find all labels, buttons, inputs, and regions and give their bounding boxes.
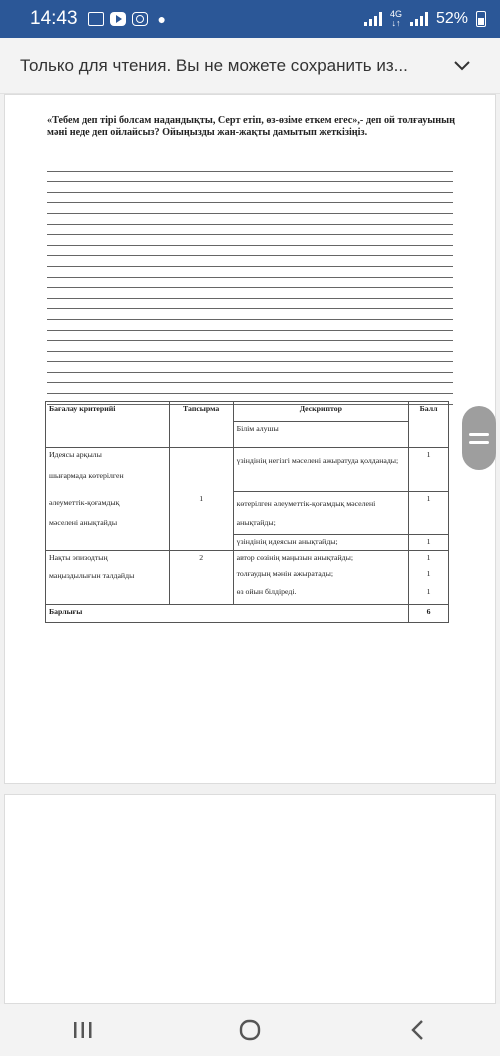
recent-apps-icon — [72, 1020, 94, 1040]
descriptor-cell: көтерілген әлеуметтік-қоғамдық мәселені анықтайды; — [233, 492, 408, 535]
answer-line — [47, 309, 453, 320]
answer-line — [47, 331, 453, 342]
answer-line — [47, 214, 453, 225]
status-time: 14:43 — [30, 8, 78, 29]
grip-line-icon — [469, 433, 489, 436]
header-descriptor: Дескриптор — [233, 402, 408, 422]
youtube-icon — [110, 12, 126, 26]
grip-line-icon — [469, 441, 489, 444]
answer-line — [47, 172, 453, 183]
answer-line — [47, 193, 453, 204]
criteria-line: шығармада көтерілген — [49, 471, 124, 480]
answer-line — [47, 299, 453, 310]
descriptor-cell: автор сөзінің маңызын анықтайды; — [233, 551, 408, 567]
navigation-bar — [0, 1004, 500, 1056]
criteria-line: Идеясы арқылы — [49, 450, 102, 459]
document-page — [4, 94, 496, 784]
scroll-handle[interactable] — [462, 406, 496, 470]
instagram-icon — [132, 12, 148, 26]
score-cell: 1 — [409, 551, 449, 567]
signal-icon — [364, 12, 382, 26]
answer-line — [47, 267, 453, 278]
header-score: Балл — [409, 402, 449, 448]
header-criteria: Бағалау критерийі — [46, 402, 170, 448]
answer-line — [47, 278, 453, 289]
total-label: Барлығы — [46, 605, 409, 623]
chevron-down-icon[interactable] — [446, 50, 478, 82]
descriptor-cell: өз ойын білдіреді. — [233, 585, 408, 605]
criteria-line: мәселені анықтайды — [49, 518, 118, 527]
header-task: Тапсырма — [169, 402, 233, 448]
answer-line — [47, 246, 453, 257]
assessment-table — [45, 401, 449, 623]
answer-line — [47, 225, 453, 236]
score-cell: 1 — [409, 448, 449, 492]
criteria-line: маңыздылығын талдайды — [49, 571, 135, 580]
answer-line — [47, 362, 453, 373]
question-text: «Тебем деп тірі болсам надандықты, Серт етіп, өз-өзіме еткем егес»,- деп ой толғауының мәні неде деп ойлайсыз? Ойыңызды жан-жақты дамытып жеткізіңіз. — [47, 115, 455, 138]
answer-line — [47, 256, 453, 267]
home-button[interactable] — [220, 1010, 280, 1050]
table-total-row — [46, 605, 449, 623]
header-descriptor-sub: Білім алушы — [233, 422, 408, 448]
score-cell: 1 — [409, 585, 449, 605]
status-right — [364, 10, 486, 28]
document-page-2 — [4, 794, 496, 1004]
answer-line — [47, 235, 453, 246]
answer-line — [47, 341, 453, 352]
task-cell: 2 — [169, 551, 233, 605]
recent-apps-button[interactable] — [53, 1010, 113, 1050]
answer-lines — [47, 161, 453, 405]
descriptor-cell: үзіндінің негізгі мәселені ажыратуда қолданады; — [233, 448, 408, 492]
answer-line — [47, 203, 453, 214]
back-button[interactable] — [387, 1010, 447, 1050]
score-cell: 1 — [409, 492, 449, 535]
criteria-line: Нақты эпизодтың — [49, 553, 108, 562]
read-only-banner[interactable] — [0, 38, 500, 94]
table-row — [46, 448, 449, 492]
home-icon — [238, 1018, 262, 1042]
back-icon — [410, 1019, 424, 1041]
notification-dot-icon: ● — [157, 11, 167, 27]
banner-text: Только для чтения. Вы не можете сохранить из... — [20, 55, 408, 75]
answer-line — [47, 182, 453, 193]
answer-line — [47, 320, 453, 331]
answer-line — [47, 383, 453, 394]
image-icon — [88, 12, 104, 26]
descriptor-cell: толғаудың мәнін ажыратады; — [233, 567, 408, 585]
criteria-cell — [46, 448, 170, 551]
criteria-line: әлеуметтік-қоғамдық — [49, 498, 120, 507]
answer-line — [47, 373, 453, 384]
battery-percent: 52% — [435, 10, 468, 27]
criteria-cell — [46, 551, 170, 605]
answer-line — [47, 288, 453, 299]
score-cell: 1 — [409, 567, 449, 585]
network-type: 4G ↓↑ — [389, 9, 402, 28]
status-bar — [0, 0, 500, 38]
table-header-row — [46, 402, 449, 422]
answer-line — [47, 161, 453, 172]
total-score: 6 — [409, 605, 449, 623]
task-cell: 1 — [169, 448, 233, 551]
battery-icon — [476, 11, 486, 27]
answer-line — [47, 352, 453, 363]
signal-2-icon — [410, 12, 428, 26]
score-cell: 1 — [409, 535, 449, 551]
table-row — [46, 551, 449, 567]
descriptor-cell: үзіндінің идеясын анықтайды; — [233, 535, 408, 551]
